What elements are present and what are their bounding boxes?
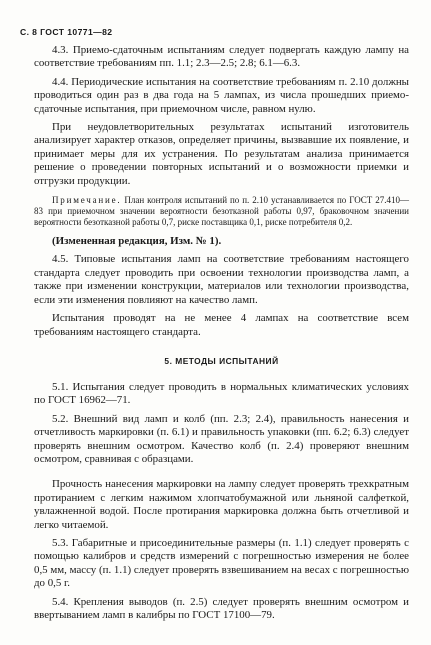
paragraph-5-2: 5.2. Внешний вид ламп и колб (пп. 2.3; 2.4), правильность нанесения и отчетливость маркировки (п. 6.1) и правильность упаковки (пп. 6.2; 6.3) следует проверять внешним осмотром. Качество колб (п. 2.4) проверяют внешним осмотром, сравнивая с образцами. [34, 412, 409, 465]
amendment-note: (Измененная редакция, Изм. № 1). [52, 235, 222, 248]
paragraph-5-3: 5.3. Габаритные и присоединительные размеры (п. 1.1) следует проверять с помощью калибров и средств измерений с погрешностью измерения не более 0,5 мм, массу (п. 1.1) следует проверять взвешиванием на весах с погрешностью до 0,5 г. [34, 536, 409, 590]
section-title: 5. МЕТОДЫ ИСПЫТАНИЙ [164, 355, 279, 366]
paragraph-4-5: 4.5. Типовые испытания ламп на соответствие требованиям настоящего стандарта следует проводить при освоении технологии производства ламп, а также при изменении конструкции, материалов или технологии производства, если эти изменения повлияют на качество ламп. [34, 253, 409, 306]
paragraph-5-1: 5.1. Испытания следует проводить в нормальных климатических условиях по ГОСТ 16962—71. [34, 380, 409, 407]
running-head: С. 8 ГОСТ 10771—82 [20, 27, 113, 37]
note [34, 195, 409, 228]
paragraph-4-3: 4.3. Приемо-сдаточным испытаниям следует подвергать каждую лампу на соответствие требованиям пп. 1.1; 2.3—2.5; 2.8; 6.1—6.3. [34, 44, 409, 70]
note-label: Примечание. [52, 195, 122, 206]
paragraph-tests-count: Испытания проводят на не менее 4 лампах на соответствие всем требованиям настоящего стандарта. [34, 312, 409, 338]
paragraph-failure-analysis: При неудовлетворительных результатах испытаний изготовитель анализирует характер отказов, определяет причины, вызвавшие их появление, и принимает меры для их устранения. По результатам анализа принимается решение о проведении повторных испытаний и о возможности приемки и отгрузки продукции. [34, 121, 409, 187]
paragraph-5-4: 5.4. Крепления выводов (п. 2.5) следует проверять внешним осмотром и ввертыванием ламп в калибры по ГОСТ 17100—79. [34, 595, 409, 621]
paragraph-4-4: 4.4. Периодические испытания на соответствие требованиям п. 2.10 должны проводиться один раз в два года на 5 лампах, из числа прошедших приемо-сдаточные испытания, при приемочном числе, равном нулю. [34, 75, 409, 115]
note-text: План контроля испытаний по п. 2.10 устанавливается по ГОСТ 27.410—83 при приемочном значении вероятности безотказной работы 0,97, браковочном значении вероятности безотказной работы 0,7, риске поставщика 0,1, риске потребителя 0,2. [34, 195, 409, 228]
page-body [34, 44, 409, 622]
paragraph-marking-durability: Прочность нанесения маркировки на лампу следует проверять трехкратным протиранием с легким нажимом хлопчатобумажной или льняной салфеткой, увлажненной водой. После протирания маркировка должна быть отчетливой и легко читаемой. [34, 478, 409, 531]
